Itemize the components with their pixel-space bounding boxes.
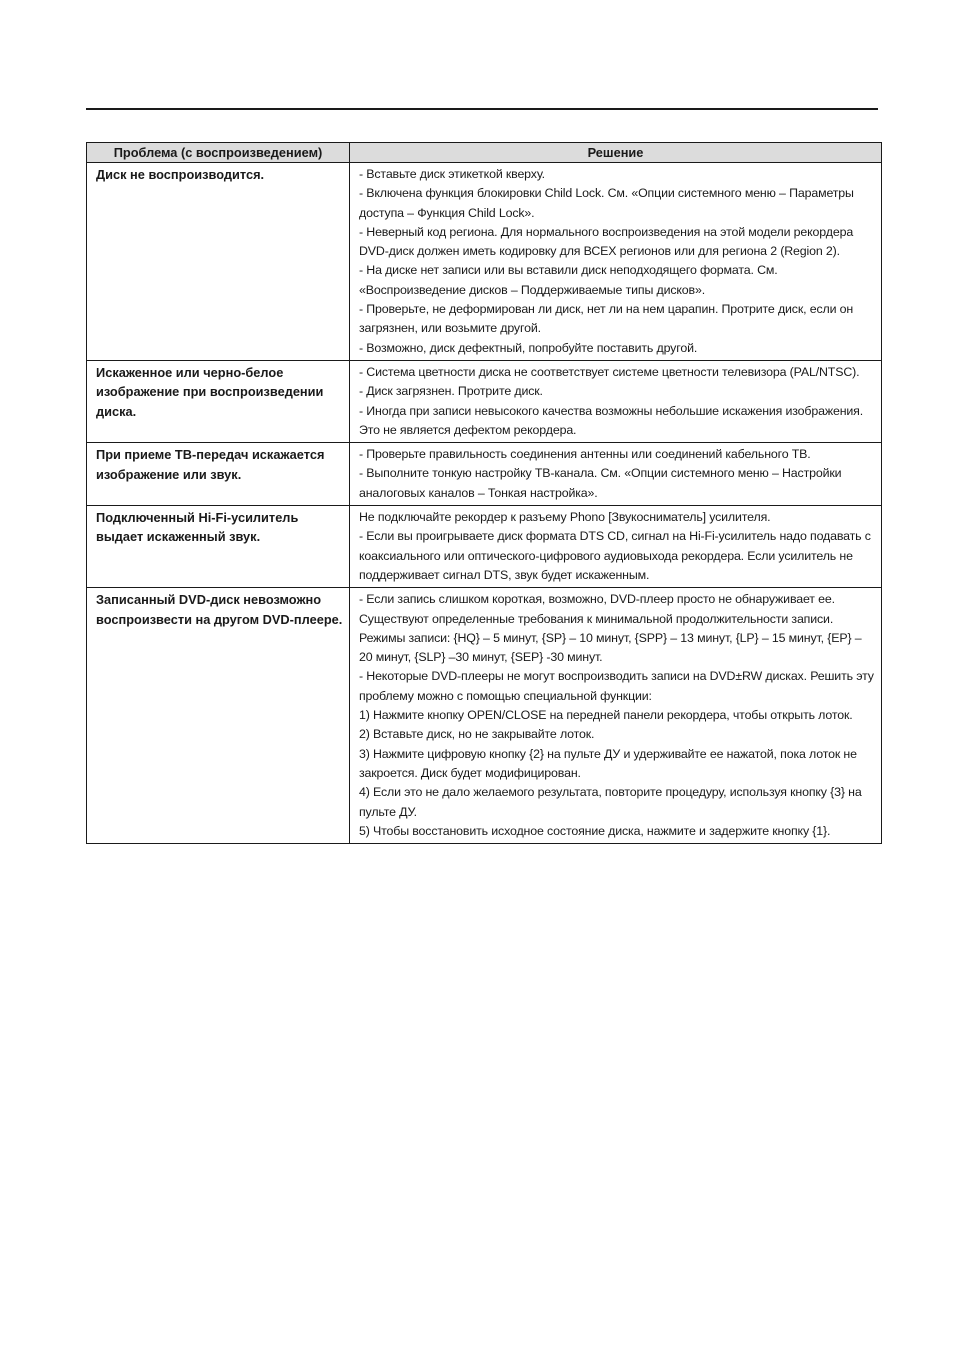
solution-cell xyxy=(350,506,882,588)
solution-cell xyxy=(350,443,882,506)
solution-line: - Включена функция блокировки Child Lock. См. «Опции системного меню – Параметры доступа – Функция Child Lock». xyxy=(359,186,854,220)
solution-line: - Проверьте, не деформирован ли диск, нет ли на нем царапин. Протрите диск, если он загрязнен, или возьмите другой. xyxy=(359,302,854,336)
solution-line: - Диск загрязнен. Протрите диск. xyxy=(359,384,543,399)
solution-line: - Некоторые DVD-плееры не могут воспроизводить записи на DVD±RW дисках. Решить эту проблему можно с помощью специальной функции: xyxy=(359,669,874,703)
problem-cell: Диск не воспроизводится. xyxy=(87,163,350,361)
problem-cell: При приеме ТВ-передач искажается изображение или звук. xyxy=(87,443,350,506)
solution-cell xyxy=(350,163,882,361)
problem-cell: Подключенный Hi-Fi-усилитель выдает искаженный звук. xyxy=(87,506,350,588)
solution-line: 3) Нажмите цифровую кнопку {2} на пульте ДУ и удерживайте ее нажатой, пока лоток не закроется. Диск будет модифицирован. xyxy=(359,746,857,780)
solution-cell xyxy=(350,588,882,844)
solution-line: 4) Если это не дало желаемого результата, повторите процедуру, используя кнопку {3} на пульте ДУ. xyxy=(359,785,862,819)
header-solution: Решение xyxy=(350,143,882,163)
solution-line: - Система цветности диска не соответствует системе цветности телевизора (PAL/NTSC). xyxy=(359,364,860,379)
solution-line: - Иногда при записи невысокого качества возможны небольшие искажения изображения. Это не является дефектом рекордера. xyxy=(359,403,864,437)
top-rule xyxy=(86,108,878,110)
troubleshooting-table xyxy=(86,142,882,844)
solution-line: - На диске нет записи или вы вставили диск неподходящего формата. См. «Воспроизведение дисков – Поддерживаемые типы дисков». xyxy=(359,263,778,297)
table-row xyxy=(87,163,882,361)
solution-cell xyxy=(350,360,882,442)
table-row xyxy=(87,360,882,442)
header-problem: Проблема (с воспроизведением) xyxy=(87,143,350,163)
problem-cell: Записанный DVD-диск невозможно воспроизвести на другом DVD-плеере. xyxy=(87,588,350,844)
problem-cell: Искаженное или черно-белое изображение при воспроизведении диска. xyxy=(87,360,350,442)
table-row xyxy=(87,443,882,506)
solution-line: - Если вы проигрываете диск формата DTS CD, сигнал на Hi-Fi-усилитель надо подавать с коаксиального или оптического-цифрового аудиовыхода рекордера. Если усилитель не поддерживает сигнал DTS, звук будет искаженным. xyxy=(359,529,871,582)
solution-line: Не подключайте рекордер к разъему Phono [Звукосниматель] усилителя. xyxy=(359,510,771,525)
table-row xyxy=(87,588,882,844)
solution-line: - Выполните тонкую настройку ТВ-канала. См. «Опции системного меню – Настройки аналоговых каналов – Тонкая настройка». xyxy=(359,466,842,500)
solution-line: - Неверный код региона. Для нормального воспроизведения на этой модели рекордера DVD-диск должен иметь кодировку для ВСЕХ регионов или для региона 2 (Region 2). xyxy=(359,224,854,259)
solution-line: - Вставьте диск этикеткой кверху. xyxy=(359,167,545,181)
solution-line: - Если запись слишком короткая, возможно, DVD-плеер просто не обнаруживает ее. Существуют определенные требования к минимальной продолжительности записи. Режимы записи: {HQ} – 5 минут, {SP} – 10 минут, {SPP} – 13 минут, {LP} – 15 минут, {EP} – 20 минут, {SLP} –30 минут, {SEP} -30 минут. xyxy=(359,592,862,665)
solution-line: 2) Вставьте диск, но не закрывайте лоток. xyxy=(359,727,595,742)
solution-line: - Возможно, диск дефектный, попробуйте поставить другой. xyxy=(359,340,698,355)
table-header-row xyxy=(87,143,882,163)
table-row xyxy=(87,506,882,588)
solution-line: 5) Чтобы восстановить исходное состояние диска, нажмите и задержите кнопку {1}. xyxy=(359,823,831,838)
solution-line: 1) Нажмите кнопку OPEN/CLOSE на передней панели рекордера, чтобы открыть лоток. xyxy=(359,708,853,723)
solution-line: - Проверьте правильность соединения антенны или соединений кабельного ТВ. xyxy=(359,447,811,462)
